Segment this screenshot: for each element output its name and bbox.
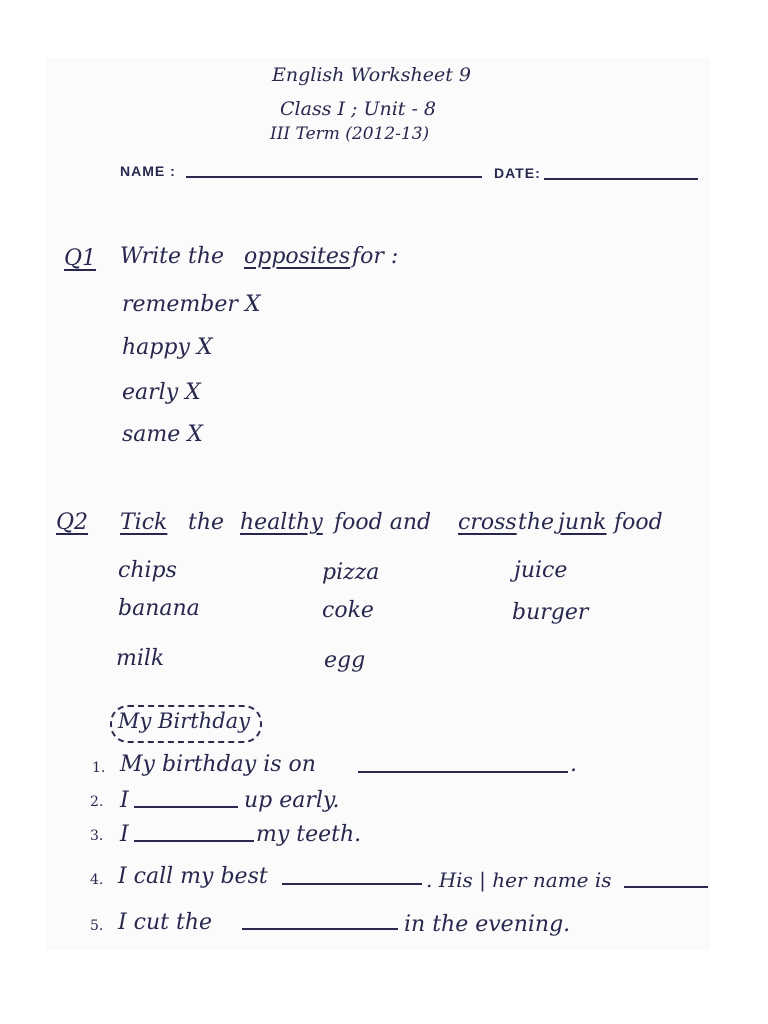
sentence-text: I call my best bbox=[118, 864, 268, 889]
sentence-text: I bbox=[120, 788, 129, 813]
food-item: chips bbox=[118, 558, 177, 583]
item-number: 1. bbox=[92, 760, 106, 776]
worksheet-page bbox=[46, 58, 710, 950]
date-line[interactable] bbox=[544, 178, 698, 180]
food-item: milk bbox=[116, 646, 165, 671]
term-label: III Term (2012-13) bbox=[270, 124, 430, 144]
q1-number: Q1 bbox=[64, 246, 97, 271]
answer-blank[interactable] bbox=[242, 928, 398, 930]
food-item: burger bbox=[512, 600, 589, 625]
sentence-text: up early. bbox=[244, 788, 340, 813]
birthday-heading: My Birthday bbox=[118, 709, 251, 733]
q1-item: same X bbox=[122, 422, 203, 447]
q1-item: happy X bbox=[122, 335, 213, 360]
item-number: 3. bbox=[90, 828, 104, 844]
food-item: egg bbox=[324, 648, 366, 673]
q1-item: early X bbox=[122, 380, 201, 405]
q2-word: food and bbox=[334, 510, 432, 535]
sentence-text: I cut the bbox=[118, 910, 213, 935]
q1-prompt-keyword: opposites bbox=[244, 244, 351, 269]
answer-blank[interactable] bbox=[282, 883, 422, 885]
answer-blank[interactable] bbox=[358, 771, 568, 773]
q2-word: food bbox=[614, 510, 663, 535]
food-item: banana bbox=[118, 596, 200, 621]
item-number: 5. bbox=[90, 918, 104, 934]
q1-item: remember X bbox=[122, 292, 261, 317]
answer-blank[interactable] bbox=[134, 806, 238, 808]
item-number: 4. bbox=[90, 872, 104, 888]
name-line[interactable] bbox=[186, 176, 482, 178]
class-unit: Class I ; Unit - 8 bbox=[280, 98, 437, 120]
sentence-text: My birthday is on bbox=[120, 752, 316, 777]
sentence-text: . bbox=[570, 752, 577, 777]
q2-word: the bbox=[188, 510, 225, 535]
answer-blank[interactable] bbox=[134, 840, 254, 842]
food-item: juice bbox=[514, 558, 568, 583]
q2-word-healthy: healthy bbox=[240, 510, 323, 535]
sentence-text: in the evening. bbox=[404, 912, 571, 937]
sentence-text: I bbox=[120, 822, 129, 847]
q1-prompt-end: for : bbox=[352, 244, 399, 269]
food-item: coke bbox=[322, 598, 374, 623]
name-label: NAME : bbox=[120, 163, 176, 179]
q2-word: the bbox=[518, 510, 555, 535]
q2-word-junk: junk bbox=[558, 510, 607, 535]
q1-prompt-start: Write the bbox=[120, 244, 225, 269]
sentence-text: . His | her name is bbox=[426, 868, 612, 892]
date-label: DATE: bbox=[494, 165, 541, 181]
q2-number: Q2 bbox=[56, 510, 89, 535]
sentence-text: my teeth. bbox=[256, 822, 362, 847]
q2-word-cross: cross bbox=[458, 510, 517, 535]
answer-blank[interactable] bbox=[624, 886, 708, 888]
worksheet-title: English Worksheet 9 bbox=[272, 64, 471, 86]
q2-word-tick: Tick bbox=[120, 510, 168, 535]
item-number: 2. bbox=[90, 794, 104, 810]
food-item: pizza bbox=[322, 560, 380, 585]
